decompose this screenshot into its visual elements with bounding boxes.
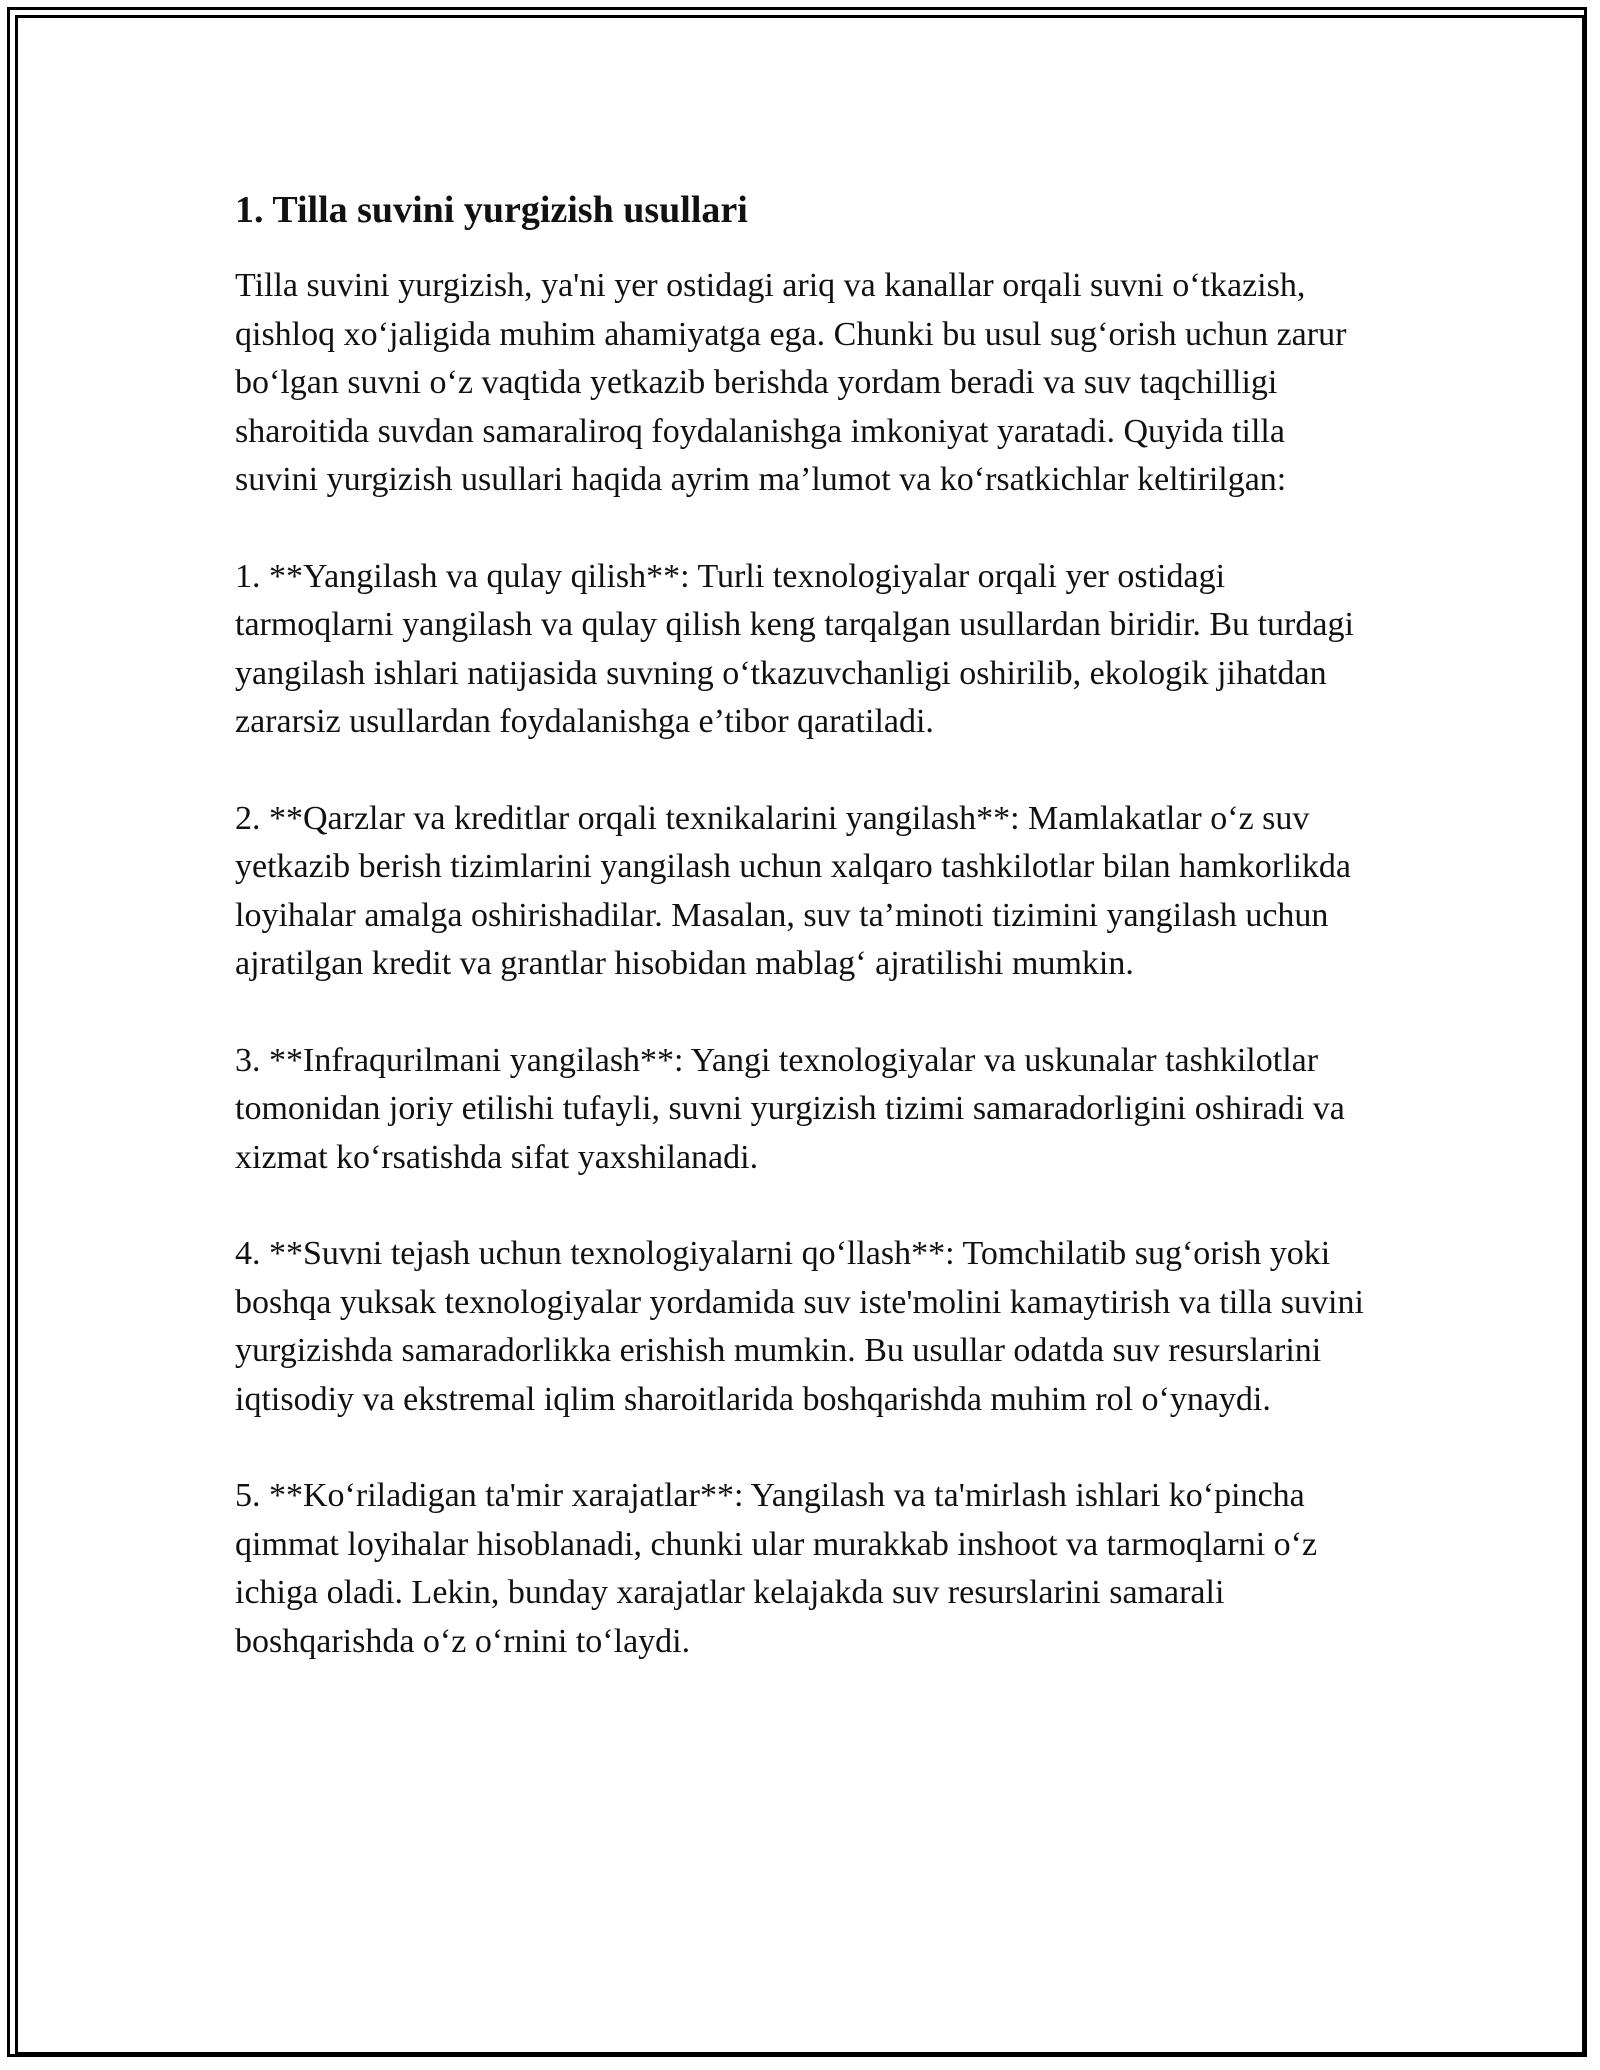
list-item-4: 4. **Suvni tejash uchun texnologiyalarni qo‘llash**: Tomchilatib sug‘orish yoki boshqa yuksak texnologiyalar yordamida suv iste'molini kamaytirish va tilla suvini yurgizishda samaradorlikka erishish mumkin. Bu usullar odatda suv resurslarini iqtisodiy va ekstremal iqlim sharoitlarida boshqarishda muhim rol o‘ynaydi. [235,1235,1364,1418]
list-item-3: 3. **Infraqurilmani yangilash**: Yangi texnologiyalar va uskunalar tashkilotlar tomonidan joriy etilishi tufayli, suvni yurgizish tizimi samaradorligini oshiradi va xizmat ko‘rsatishda sifat yaxshilanadi. [235,1041,1345,1176]
list-item-1: 1. **Yangilash va qulay qilish**: Turli texnologiyalar orqali yer ostidagi tarmoqlarni yangilash va qulay qilish keng tarqalgan usullardan biridir. Bu turdagi yangilash ishlari natijasida suvning o‘tkazuvchanligi oshirilib, ekologik jihatdan zararsiz usullardan foydalanishga e’tibor qaratiladi. [235,557,1354,740]
list-item-2: 2. **Qarzlar va kreditlar orqali texnikalarini yangilash**: Mamlakatlar o‘z suv yetkazib berish tizimlarini yangilash uchun xalqaro tashkilotlar bilan hamkorlikda loyihalar amalga oshirishadilar. Masalan, suv ta’minoti tizimini yangilash uchun ajratilgan kredit va grantlar hisobidan mablag‘ ajratilishi mumkin. [235,799,1352,982]
section-heading: 1. Tilla suvini yurgizish usullari [235,189,748,231]
document-body [235,186,1375,1714]
intro-paragraph: Tilla suvini yurgizish, ya'ni yer ostidagi ariq va kanallar orqali suvni o‘tkazish, qishloq xo‘jaligida muhim ahamiyatga ega. Chunki bu usul sug‘orish uchun zarur bo‘lgan suvni o‘z vaqtida yetkazib berishda yordam beradi va suv taqchilligi sharoitida suvdan samaraliroq foydalanishga imkoniyat yaratadi. Quyida tilla suvini yurgizish usullari haqida ayrim ma’lumot va ko‘rsatkichlar keltirilgan: [235,267,1347,498]
list-item-5: 5. **Ko‘riladigan ta'mir xarajatlar**: Yangilash va ta'mirlash ishlari ko‘pincha qimmat loyihalar hisoblanadi, chunki ular murakkab inshoot va tarmoqlarni o‘z ichiga oladi. Lekin, bunday xarajatlar kelajakda suv resurslarini samarali boshqarishda o‘z o‘rnini to‘laydi. [235,1477,1318,1660]
